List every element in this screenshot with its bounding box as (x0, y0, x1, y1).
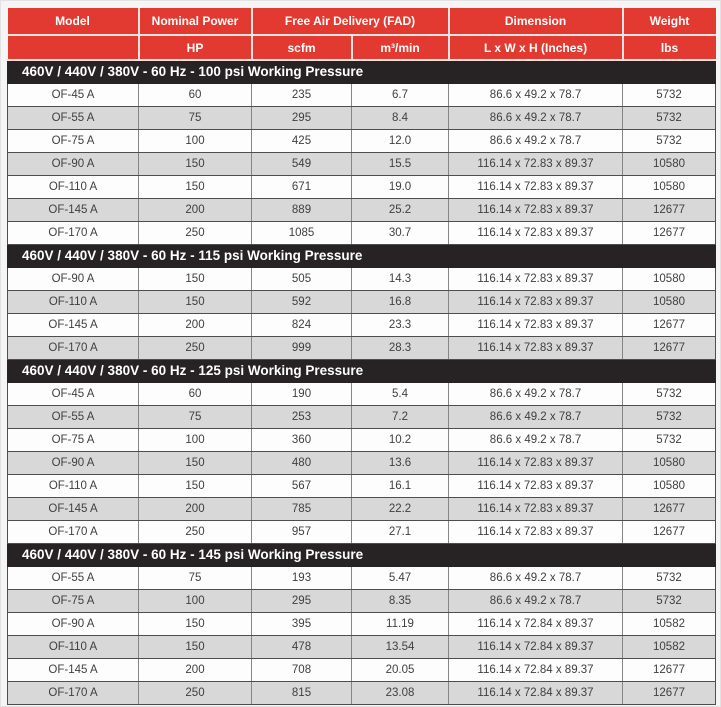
table-row (8, 382, 716, 405)
table-row (8, 83, 716, 106)
dimension-cell: 86.6 x 49.2 x 78.7 (449, 589, 623, 612)
weight-cell: 12677 (623, 681, 716, 704)
header-row-units (8, 35, 716, 60)
weight-cell: 10582 (623, 635, 716, 658)
table-row (8, 152, 716, 175)
dimension-cell: 116.14 x 72.83 x 89.37 (449, 152, 623, 175)
hp-cell: 75 (139, 405, 252, 428)
scfm-cell: 425 (252, 129, 352, 152)
weight-cell: 10580 (623, 290, 716, 313)
model-cell: OF-55 A (8, 566, 139, 589)
scfm-cell: 190 (252, 382, 352, 405)
dimension-cell: 116.14 x 72.84 x 89.37 (449, 658, 623, 681)
model-cell: OF-75 A (8, 428, 139, 451)
dimension-cell: 116.14 x 72.83 x 89.37 (449, 336, 623, 359)
m3min-cell: 8.35 (352, 589, 449, 612)
m3min-cell: 14.3 (352, 267, 449, 290)
m3min-cell: 5.47 (352, 566, 449, 589)
m3min-cell: 23.08 (352, 681, 449, 704)
table-row (8, 681, 716, 704)
hp-cell: 200 (139, 497, 252, 520)
model-cell: OF-90 A (8, 612, 139, 635)
section-title: 460V / 440V / 380V - 60 Hz - 125 psi Working Pressure (8, 359, 716, 382)
hp-cell: 250 (139, 336, 252, 359)
scfm-cell: 193 (252, 566, 352, 589)
table-row (8, 313, 716, 336)
dimension-cell: 116.14 x 72.84 x 89.37 (449, 612, 623, 635)
dimension-cell: 116.14 x 72.83 x 89.37 (449, 451, 623, 474)
scfm-cell: 295 (252, 589, 352, 612)
dimension-cell: 86.6 x 49.2 x 78.7 (449, 428, 623, 451)
table-row (8, 175, 716, 198)
m3min-cell: 19.0 (352, 175, 449, 198)
model-cell: OF-55 A (8, 405, 139, 428)
table-row (8, 221, 716, 244)
compressor-spec-table (7, 8, 716, 705)
weight-cell: 12677 (623, 520, 716, 543)
hp-cell: 60 (139, 382, 252, 405)
table-header (8, 8, 716, 60)
table-row (8, 336, 716, 359)
section-header-row (8, 244, 716, 267)
hp-cell: 150 (139, 152, 252, 175)
hp-cell: 75 (139, 106, 252, 129)
weight-cell: 10582 (623, 612, 716, 635)
m3min-cell: 16.8 (352, 290, 449, 313)
dimension-cell: 86.6 x 49.2 x 78.7 (449, 83, 623, 106)
hp-cell: 100 (139, 589, 252, 612)
table-row (8, 267, 716, 290)
table-row (8, 658, 716, 681)
section-header-row (8, 543, 716, 566)
weight-cell: 5732 (623, 106, 716, 129)
scfm-cell: 295 (252, 106, 352, 129)
weight-cell: 10580 (623, 474, 716, 497)
model-cell: OF-170 A (8, 520, 139, 543)
hp-cell: 150 (139, 267, 252, 290)
m3min-cell: 28.3 (352, 336, 449, 359)
col-header-dimension: Dimension (449, 8, 623, 35)
m3min-cell: 11.19 (352, 612, 449, 635)
subheader-hp: HP (139, 35, 252, 60)
model-cell: OF-110 A (8, 175, 139, 198)
scfm-cell: 1085 (252, 221, 352, 244)
model-cell: OF-75 A (8, 129, 139, 152)
table-row (8, 566, 716, 589)
m3min-cell: 16.1 (352, 474, 449, 497)
table-row (8, 612, 716, 635)
scfm-cell: 671 (252, 175, 352, 198)
table-row (8, 405, 716, 428)
table-row (8, 451, 716, 474)
model-cell: OF-110 A (8, 290, 139, 313)
dimension-cell: 116.14 x 72.83 x 89.37 (449, 267, 623, 290)
scfm-cell: 505 (252, 267, 352, 290)
hp-cell: 200 (139, 658, 252, 681)
subheader-scfm: scfm (252, 35, 352, 60)
scfm-cell: 478 (252, 635, 352, 658)
model-cell: OF-75 A (8, 589, 139, 612)
section-header-row (8, 359, 716, 382)
dimension-cell: 86.6 x 49.2 x 78.7 (449, 106, 623, 129)
m3min-cell: 7.2 (352, 405, 449, 428)
weight-cell: 10580 (623, 152, 716, 175)
model-cell: OF-45 A (8, 83, 139, 106)
dimension-cell: 116.14 x 72.83 x 89.37 (449, 221, 623, 244)
table-row (8, 290, 716, 313)
table-row (8, 497, 716, 520)
scfm-cell: 708 (252, 658, 352, 681)
m3min-cell: 13.6 (352, 451, 449, 474)
m3min-cell: 8.4 (352, 106, 449, 129)
model-cell: OF-90 A (8, 267, 139, 290)
scfm-cell: 235 (252, 83, 352, 106)
weight-cell: 12677 (623, 313, 716, 336)
m3min-cell: 20.05 (352, 658, 449, 681)
table-body (8, 60, 716, 704)
dimension-cell: 86.6 x 49.2 x 78.7 (449, 129, 623, 152)
weight-cell: 5732 (623, 382, 716, 405)
section-title: 460V / 440V / 380V - 60 Hz - 115 psi Working Pressure (8, 244, 716, 267)
model-cell: OF-90 A (8, 451, 139, 474)
weight-cell: 5732 (623, 428, 716, 451)
weight-cell: 5732 (623, 83, 716, 106)
dimension-cell: 116.14 x 72.83 x 89.37 (449, 313, 623, 336)
model-cell: OF-170 A (8, 336, 139, 359)
scfm-cell: 592 (252, 290, 352, 313)
m3min-cell: 15.5 (352, 152, 449, 175)
m3min-cell: 5.4 (352, 382, 449, 405)
scfm-cell: 957 (252, 520, 352, 543)
table-row (8, 106, 716, 129)
table-row (8, 428, 716, 451)
hp-cell: 60 (139, 83, 252, 106)
table-row (8, 129, 716, 152)
weight-cell: 12677 (623, 198, 716, 221)
model-cell: OF-110 A (8, 474, 139, 497)
weight-cell: 12677 (623, 497, 716, 520)
weight-cell: 10580 (623, 175, 716, 198)
table-row (8, 198, 716, 221)
scfm-cell: 480 (252, 451, 352, 474)
model-cell: OF-170 A (8, 221, 139, 244)
weight-cell: 12677 (623, 221, 716, 244)
hp-cell: 75 (139, 566, 252, 589)
col-header-power: Nominal Power (139, 8, 252, 35)
m3min-cell: 10.2 (352, 428, 449, 451)
m3min-cell: 6.7 (352, 83, 449, 106)
hp-cell: 250 (139, 221, 252, 244)
scfm-cell: 360 (252, 428, 352, 451)
hp-cell: 100 (139, 129, 252, 152)
col-header-weight: Weight (623, 8, 716, 35)
scfm-cell: 889 (252, 198, 352, 221)
hp-cell: 100 (139, 428, 252, 451)
hp-cell: 150 (139, 451, 252, 474)
weight-cell: 5732 (623, 589, 716, 612)
hp-cell: 150 (139, 290, 252, 313)
header-row-main (8, 8, 716, 35)
scfm-cell: 567 (252, 474, 352, 497)
model-cell: OF-45 A (8, 382, 139, 405)
scfm-cell: 815 (252, 681, 352, 704)
table-row (8, 520, 716, 543)
col-header-model: Model (8, 8, 139, 35)
dimension-cell: 116.14 x 72.83 x 89.37 (449, 175, 623, 198)
dimension-cell: 116.14 x 72.83 x 89.37 (449, 198, 623, 221)
dimension-cell: 116.14 x 72.83 x 89.37 (449, 497, 623, 520)
hp-cell: 150 (139, 474, 252, 497)
section-title: 460V / 440V / 380V - 60 Hz - 145 psi Working Pressure (8, 543, 716, 566)
dimension-cell: 116.14 x 72.83 x 89.37 (449, 474, 623, 497)
hp-cell: 150 (139, 612, 252, 635)
dimension-cell: 116.14 x 72.84 x 89.37 (449, 681, 623, 704)
dimension-cell: 86.6 x 49.2 x 78.7 (449, 566, 623, 589)
col-header-fad: Free Air Delivery (FAD) (252, 8, 449, 35)
dimension-cell: 116.14 x 72.84 x 89.37 (449, 635, 623, 658)
m3min-cell: 25.2 (352, 198, 449, 221)
weight-cell: 5732 (623, 566, 716, 589)
scfm-cell: 824 (252, 313, 352, 336)
scfm-cell: 785 (252, 497, 352, 520)
model-cell: OF-145 A (8, 658, 139, 681)
hp-cell: 200 (139, 313, 252, 336)
scfm-cell: 549 (252, 152, 352, 175)
model-cell: OF-170 A (8, 681, 139, 704)
model-cell: OF-90 A (8, 152, 139, 175)
hp-cell: 150 (139, 175, 252, 198)
weight-cell: 12677 (623, 658, 716, 681)
hp-cell: 150 (139, 635, 252, 658)
model-cell: OF-145 A (8, 198, 139, 221)
weight-cell: 12677 (623, 336, 716, 359)
scfm-cell: 999 (252, 336, 352, 359)
weight-cell: 10580 (623, 267, 716, 290)
model-cell: OF-145 A (8, 313, 139, 336)
dimension-cell: 116.14 x 72.83 x 89.37 (449, 520, 623, 543)
scfm-cell: 395 (252, 612, 352, 635)
weight-cell: 5732 (623, 405, 716, 428)
table-row (8, 589, 716, 612)
dimension-cell: 116.14 x 72.83 x 89.37 (449, 290, 623, 313)
m3min-cell: 13.54 (352, 635, 449, 658)
model-cell: OF-55 A (8, 106, 139, 129)
m3min-cell: 27.1 (352, 520, 449, 543)
m3min-cell: 22.2 (352, 497, 449, 520)
hp-cell: 200 (139, 198, 252, 221)
dimension-cell: 86.6 x 49.2 x 78.7 (449, 405, 623, 428)
model-cell: OF-145 A (8, 497, 139, 520)
subheader-lbs: lbs (623, 35, 716, 60)
model-cell: OF-110 A (8, 635, 139, 658)
m3min-cell: 12.0 (352, 129, 449, 152)
scfm-cell: 253 (252, 405, 352, 428)
m3min-cell: 30.7 (352, 221, 449, 244)
subheader-m3min: m³/min (352, 35, 449, 60)
weight-cell: 5732 (623, 129, 716, 152)
section-title: 460V / 440V / 380V - 60 Hz - 100 psi Working Pressure (8, 60, 716, 83)
hp-cell: 250 (139, 520, 252, 543)
subheader-dimension: L x W x H (Inches) (449, 35, 623, 60)
dimension-cell: 86.6 x 49.2 x 78.7 (449, 382, 623, 405)
table-row (8, 635, 716, 658)
table-row (8, 474, 716, 497)
weight-cell: 10580 (623, 451, 716, 474)
section-header-row (8, 60, 716, 83)
m3min-cell: 23.3 (352, 313, 449, 336)
subheader-model-blank (8, 35, 139, 60)
hp-cell: 250 (139, 681, 252, 704)
